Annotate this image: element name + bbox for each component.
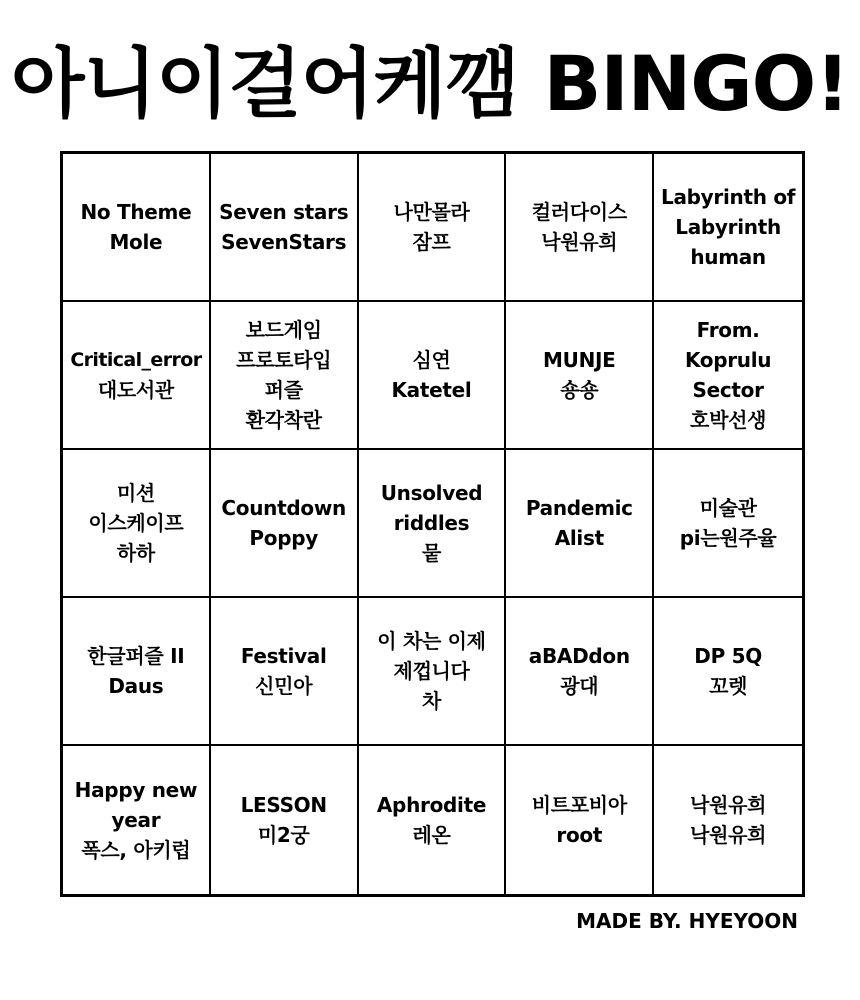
bingo-cell <box>654 598 802 746</box>
bingo-cell-line: 한글퍼즐 II <box>87 644 185 668</box>
bingo-cell-line: Mole <box>109 230 163 254</box>
bingo-cell <box>63 450 211 598</box>
bingo-cell-line: 프로토타입 <box>236 348 332 372</box>
bingo-cell <box>211 302 359 450</box>
bingo-cell <box>506 450 654 598</box>
bingo-cell-line: 심연 <box>412 348 451 372</box>
bingo-cell-line: 낙원유희 <box>690 823 767 847</box>
bingo-cell <box>211 154 359 302</box>
bingo-cell-line: 하하 <box>116 541 155 565</box>
bingo-cell-line: Happy new <box>74 778 198 802</box>
bingo-cell <box>654 746 802 894</box>
bingo-cell-line: Unsolved <box>380 481 483 505</box>
bingo-cell-line: Seven stars <box>219 200 349 224</box>
bingo-cell-line: 잠프 <box>412 230 451 254</box>
bingo-cell <box>506 302 654 450</box>
bingo-cell-line: year <box>111 808 161 832</box>
bingo-cell-line: 꼬렛 <box>709 674 748 698</box>
bingo-cell-line: 광대 <box>560 674 599 698</box>
bingo-cell <box>506 154 654 302</box>
bingo-cell-line: 나만몰라 <box>393 200 470 224</box>
bingo-cell-line: 낙원유희 <box>541 230 618 254</box>
bingo-cell-line: 폭스, 아키럽 <box>81 838 191 862</box>
bingo-cell-line: Festival <box>240 644 327 668</box>
bingo-cell-line: 보드게임 <box>245 318 322 342</box>
bingo-cell-line: Katetel <box>391 378 472 402</box>
bingo-cell-line: Labyrinth <box>675 215 781 239</box>
bingo-cell-line: 이 차는 이제 <box>377 629 486 653</box>
bingo-cell <box>211 450 359 598</box>
bingo-cell-line: Aphrodite <box>376 793 487 817</box>
bingo-cell <box>211 598 359 746</box>
bingo-cell-line: 미술관 <box>699 496 757 520</box>
bingo-cell-line: No Theme <box>80 200 192 224</box>
bingo-cell-line: pi는원주율 <box>679 526 777 550</box>
bingo-board <box>60 151 805 897</box>
bingo-cell-line: SevenStars <box>221 230 347 254</box>
bingo-cell-line: 대도서관 <box>97 378 174 402</box>
bingo-cell <box>359 598 507 746</box>
bingo-cell-line: Countdown <box>221 496 346 520</box>
bingo-cell-line: 제껍니다 <box>393 659 470 683</box>
bingo-cell-line: MUNJE <box>543 348 616 372</box>
bingo-cell-line: 비트포비아 <box>531 793 627 817</box>
bingo-cell <box>359 302 507 450</box>
bingo-cell-line: 환각착란 <box>245 408 322 432</box>
bingo-cell-line: Critical_error <box>70 349 202 371</box>
bingo-cell-line: Alist <box>554 526 604 550</box>
bingo-cell-line: DP 5Q <box>694 644 762 668</box>
bingo-cell-line: From. <box>696 318 760 342</box>
bingo-cell-line: human <box>690 245 766 269</box>
bingo-cell <box>359 746 507 894</box>
bingo-cell-line: root <box>556 823 603 847</box>
bingo-cell-line: Koprulu <box>684 348 772 372</box>
bingo-cell-line: 차 <box>421 689 441 713</box>
made-by-credit: MADE BY. HYEYOON <box>576 909 798 933</box>
bingo-cell <box>506 598 654 746</box>
bingo-cell-line: 미션 <box>116 481 155 505</box>
bingo-cell <box>654 302 802 450</box>
bingo-cell-line: Pandemic <box>525 496 633 520</box>
bingo-cell <box>63 598 211 746</box>
bingo-title: 아니이걸어케깸 BINGO! <box>11 39 849 128</box>
bingo-cell <box>359 154 507 302</box>
bingo-cell-line: 미2궁 <box>257 823 310 847</box>
bingo-cell <box>359 450 507 598</box>
bingo-cell <box>63 302 211 450</box>
bingo-cell-line: Labyrinth of <box>661 185 796 209</box>
bingo-cell-line: Daus <box>108 674 164 698</box>
bingo-cell-line: 퍼즐 <box>264 378 303 402</box>
bingo-cell-line: 레온 <box>412 823 451 847</box>
bingo-cell-line: 신민아 <box>255 674 313 698</box>
bingo-cell <box>506 746 654 894</box>
bingo-cell <box>654 450 802 598</box>
bingo-cell-line: riddles <box>393 511 470 535</box>
bingo-cell-line: aBADdon <box>528 644 630 668</box>
bingo-cell-line: 낙원유희 <box>690 793 767 817</box>
bingo-cell <box>63 154 211 302</box>
bingo-cell-line: Sector <box>692 378 764 402</box>
bingo-cell <box>211 746 359 894</box>
bingo-cell-line: 호박선생 <box>690 408 767 432</box>
bingo-cell-line: Poppy <box>249 526 318 550</box>
bingo-cell-line: 이스케이프 <box>88 511 184 535</box>
bingo-cell <box>63 746 211 894</box>
bingo-cell-line: 컬러다이스 <box>531 200 627 224</box>
bingo-cell-line: 뭍 <box>421 541 441 565</box>
bingo-cell-line: LESSON <box>240 793 327 817</box>
bingo-cell-line: 숑숑 <box>560 378 599 402</box>
bingo-cell <box>654 154 802 302</box>
